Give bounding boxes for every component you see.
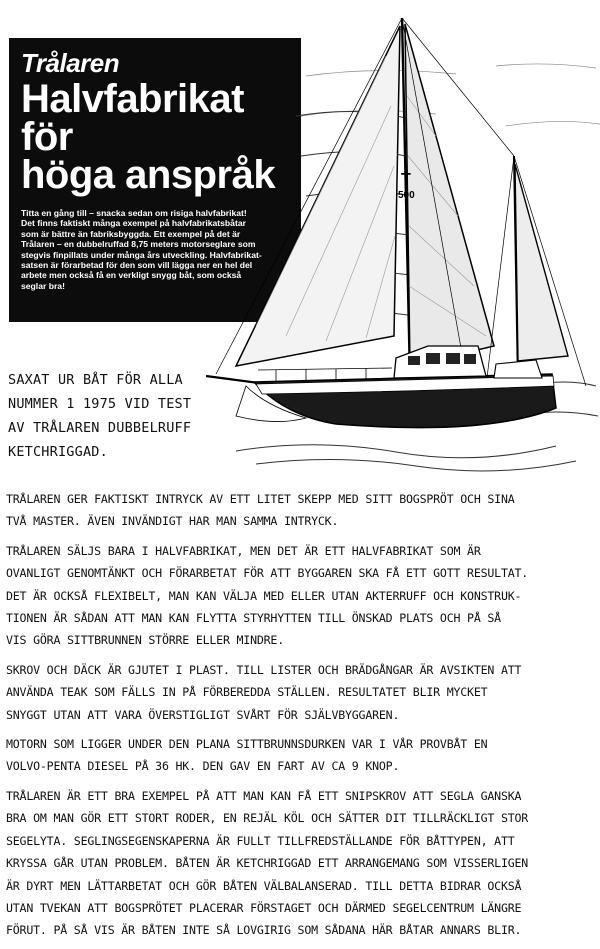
sky-streaks	[301, 64, 600, 126]
text-line: FÖRUT. PÅ SÅ VIS ÄR BÅTEN INTE SÅ LOVGIRIG SOM SÅDANA HÄR BÅTAR ANNARS BLIR.	[6, 923, 522, 938]
caption-line: SAXAT UR BÅT FÖR ALLA	[8, 372, 183, 388]
caption-line: AV TRÅLAREN DUBBELRUFF	[8, 420, 192, 436]
lead-line: arbete men också få en verkligt snygg båt, som också	[21, 270, 242, 281]
lead-line: Det finns faktiskt många exempel på halvfabrikatsbåtar	[21, 218, 246, 229]
stern-cabin	[494, 360, 542, 378]
text-line: DET ÄR OCKSÅ FLEXIBELT, MAN KAN VÄLJA MED ELLER UTAN AKTERRUFF OCH KONSTRUK-	[6, 588, 522, 603]
jib-sail	[236, 26, 400, 366]
mizzen-sail	[515, 164, 568, 361]
text-line: MOTORN SOM LIGGER UNDER DEN PLANA SITTBRUNNSDURKEN VAR I VÅR PROVBÅT EN	[6, 737, 488, 752]
lead-line: seglar bra!	[21, 280, 65, 291]
lead-line: stegvis finpillats under många års utveckling. Halvfabrikat-	[21, 249, 262, 260]
caption-line: NUMMER 1 1975 VID TEST	[8, 396, 192, 412]
text-line: VIS GÖRA SITTBRUNNEN STÖRRE ELLER MINDRE.	[6, 633, 284, 648]
headline-line: för	[21, 115, 73, 159]
text-line: BRA OM MAN GÖR ETT STORT RODER, EN REJÄL KÖL OCH SÄTTER DIT TILLRÄCKLIGT STOR	[6, 811, 529, 826]
lead-line: som är bättre än fabriksbyggda. Ett exempel på det är	[21, 228, 241, 239]
text-line: VOLVO-PENTA DIESEL PÅ 36 HK. DEN GAV EN FART AV CA 9 KNOP.	[6, 759, 400, 774]
brand-title: Trålaren	[21, 48, 120, 78]
text-line: ÄR DYRT MEN LÄTTARBETAT OCH GÖR BÅTEN VÄLBALANSERAD. TILL DETTA BIDRAR OCKSÅ	[6, 878, 522, 893]
text-line: TRÅLAREN SÄLJS BARA I HALVFABRIKAT, MEN DET ÄR ETT HALVFABRIKAT SOM ÄR	[6, 543, 481, 558]
sail-logo-icon: T	[401, 171, 411, 188]
text-line: SEGELYTA. SEGLINGSEGENSKAPERNA ÄR FULLT TILLFREDSTÄLLANDE FÖR BÅTTYPEN, ATT	[6, 833, 515, 848]
paragraph	[6, 733, 594, 778]
lead-line: satsen är förarbetad för den som vill lägga ner en hel del	[21, 260, 253, 271]
headline-line: höga anspråk	[21, 153, 276, 197]
main-sail	[405, 24, 494, 366]
source-caption	[8, 368, 218, 464]
text-line: TVÅ MASTER. ÄVEN INVÄNDIGT HAR MAN SAMMA INTRYCK.	[6, 514, 339, 529]
text-line: TRÅLAREN ÄR ETT BRA EXEMPEL PÅ ATT MAN KAN FÅ ETT SNIPSKROV ATT SEGLA GANSKA	[6, 788, 522, 803]
text-line: TIONEN ÄR SÅDAN ATT MAN KAN FLYTTA STYRHYTTEN TILL ÖNSKAD PLATS OCH PÅ SÅ	[6, 611, 501, 626]
paragraph	[6, 540, 594, 652]
ketch-sailboat-illustration	[196, 6, 600, 476]
caption-line: KETCHRIGGAD.	[8, 444, 108, 460]
text-line: SNYGGT UTAN ATT VARA ÖVERSTIGLIGT SVÅRT FÖR SJÄLVBYGGAREN.	[6, 707, 400, 722]
article-body	[6, 488, 594, 949]
lead-line: Titta en gång till – snacka sedan om risiga halvfabrikat!	[21, 208, 247, 218]
sail-number: 500	[398, 190, 415, 201]
text-line: OVANLIGT GENOMTÄNKT OCH FÖRARBETAT FÖR ATT BYGGAREN SKA FÅ ETT GOTT RESULTAT.	[6, 566, 529, 581]
paragraph	[6, 785, 594, 942]
headline-line: Halvfabrikat	[21, 77, 244, 121]
text-line: UTAN TVEKAN ATT BOGSPRÖTET PLACERAR FÖRSTAGET OCH DÄRMED SEGELCENTRUM LÄNGRE	[6, 900, 522, 915]
text-line: ANVÄNDA TEAK SOM FÄLLS IN PÅ FÖRBEREDDA STÄLLEN. RESULTATET BLIR MYCKET	[6, 685, 488, 700]
paragraph	[6, 488, 594, 533]
text-line: TRÅLAREN GER FAKTISKT INTRYCK AV ETT LITET SKEPP MED SITT BOGSPRÖT OCH SINA	[6, 492, 515, 506]
text-line: KRYSSA GÅR UTAN PROBLEM. BÅTEN ÄR KETCHRIGGAD ETT ARRANGEMANG SOM VISSERLIGEN	[6, 856, 529, 871]
paragraph	[6, 659, 594, 726]
text-line: SKROV OCH DÄCK ÄR GJUTET I PLAST. TILL LISTER OCH BRÄDGÅNGAR ÄR AVSIKTEN ATT	[6, 662, 522, 677]
lead-line: Trålaren – en dubbelruffad 8,75 meters motorseglare som	[21, 239, 256, 250]
